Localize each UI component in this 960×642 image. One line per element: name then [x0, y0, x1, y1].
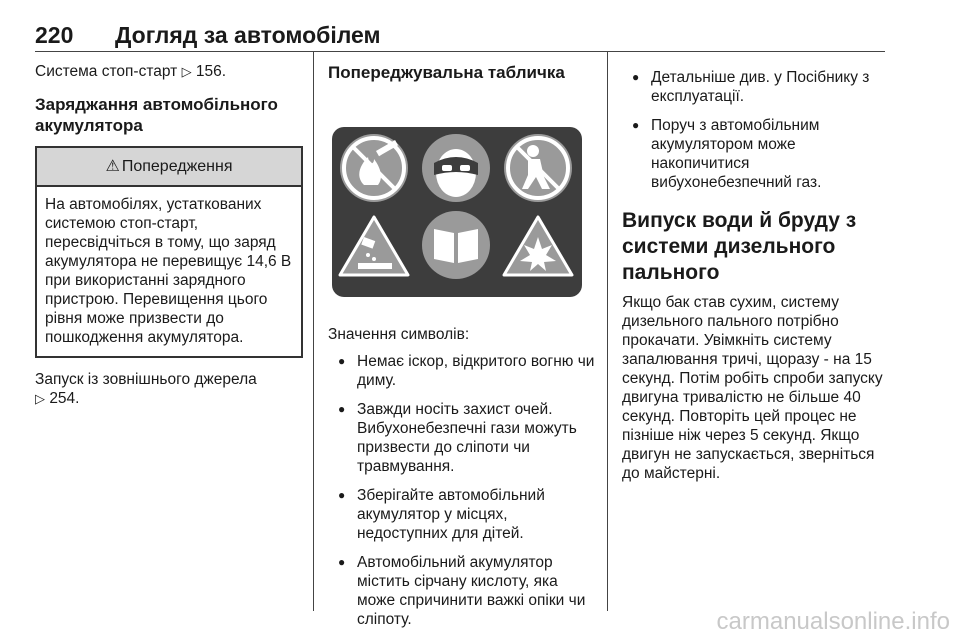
- column-1: [35, 62, 303, 408]
- warning-label-svg: [328, 105, 584, 305]
- page-number: 220: [35, 22, 74, 48]
- column-divider-2: [607, 52, 608, 611]
- list-item: ● Немає іскор, відкритого вогню чи диму.: [328, 352, 596, 390]
- eye-protection-icon: [422, 134, 490, 202]
- page-ref-arrow-icon: ▷: [35, 391, 45, 406]
- jump-start-ref-link[interactable]: 254.: [49, 390, 80, 407]
- battery-charging-heading: Заряджання автомобільного акумулятора: [35, 95, 278, 135]
- list-item: ● Поруч з автомобільним акумулятором може накопичитися вибухонебезпечний газ.: [622, 116, 887, 192]
- symbols-list: [328, 352, 596, 629]
- stop-start-ref-link[interactable]: 156.: [195, 63, 227, 80]
- warning-box: [35, 146, 303, 358]
- header-rule: [35, 51, 885, 52]
- no-fire-icon: [340, 134, 408, 202]
- warning-triangle-icon: ⚠: [105, 158, 120, 175]
- list-item: ● Зберігайте автомобільний акумулятор у місцях, недоступних для дітей.: [328, 486, 596, 543]
- jump-start-reference: Запуск із зовнішнього джерела ▷ 254.: [35, 371, 257, 407]
- keep-away-children-icon: [504, 134, 572, 202]
- warning-label-image: [328, 105, 584, 305]
- diesel-drain-heading: Випуск води й бруду з системи дизельного пального: [622, 209, 857, 284]
- read-manual-icon: [422, 211, 490, 279]
- page-title: Догляд за автомобілем: [115, 22, 381, 48]
- page-header: [35, 22, 885, 50]
- list-item: ● Завжди носіть захист очей. Вибухонебезпечні гази можуть призвести до сліпоти чи травмування.: [328, 400, 596, 476]
- stop-start-reference: Система стоп-старт ▷ 156.: [35, 63, 227, 80]
- column-3: [622, 62, 887, 483]
- warning-box-header: [37, 148, 301, 187]
- warning-label-heading: Попереджувальна табличка: [328, 63, 565, 82]
- diesel-drain-body: Якщо бак став сухим, систему дизельного пального потрібно прокачати. Увімкніть систему запалювання тричі, щоразу - на 15 секунд. Потім робіть спроби запуску двигуна тривалістю не більше 40 секунд. Повторіть цей процес не пізніше ніж через 5 секунд. Якщо двигун не запускається, зверніться до майстерні.: [622, 294, 883, 482]
- watermark: carmanualsonline.info: [716, 608, 950, 635]
- symbols-intro: Значення символів:: [328, 326, 470, 343]
- list-item: ● Автомобільний акумулятор містить сірчану кислоту, яка може спричинити важкі опіки чи сліпоту.: [328, 553, 596, 629]
- warning-text: На автомобілях, устаткованих системою стоп-старт, пересвідчіться в тому, що заряд акумулятора не перевищує 14,6 В при використанні зарядного пристрою. Перевищення цього рівня може призвести до пошкодження акумулятора.: [45, 196, 292, 346]
- page-ref-arrow-icon: ▷: [181, 64, 192, 79]
- column-divider-1: [313, 52, 314, 611]
- list-item: ● Детальніше див. у Посібнику з експлуатації.: [622, 68, 887, 106]
- warning-title: Попередження: [121, 158, 233, 175]
- notes-list: [622, 68, 887, 192]
- column-2: [328, 62, 596, 639]
